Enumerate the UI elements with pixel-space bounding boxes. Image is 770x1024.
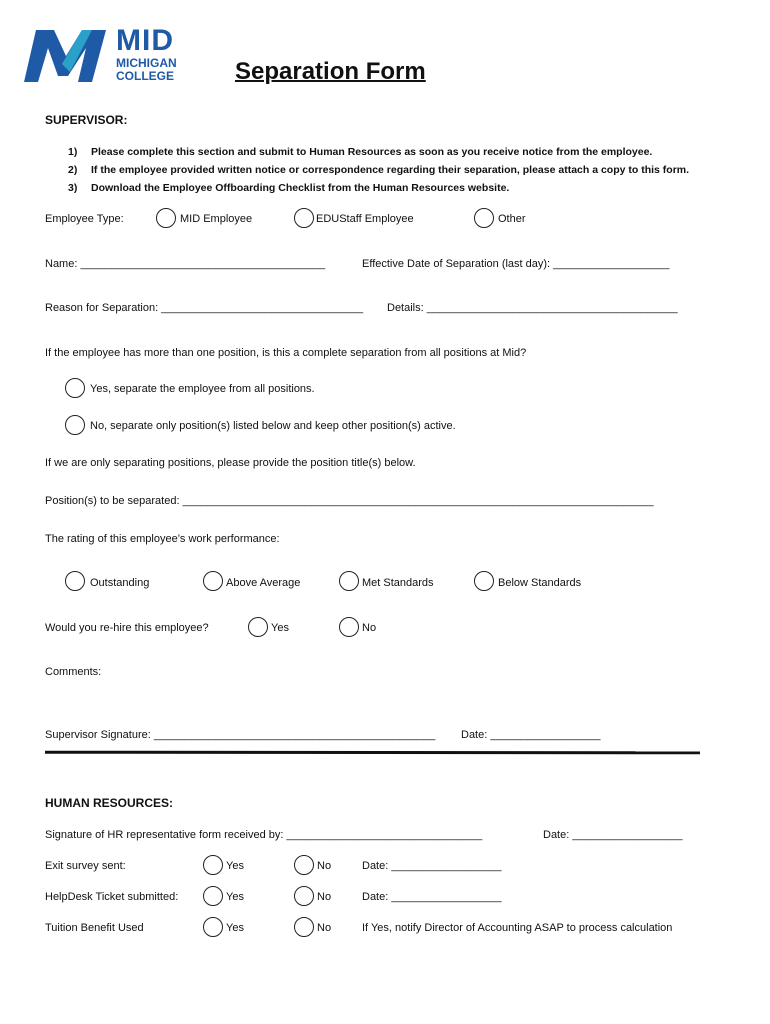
employee-type-other-label: Other [498,213,526,225]
helpdesk-no-radio[interactable] [294,886,314,906]
rating-met-standards-radio[interactable] [339,571,359,591]
employee-type-edustaff-radio[interactable] [294,208,314,228]
tuition-yes-label: Yes [226,922,244,934]
exit-survey-yes-label: Yes [226,860,244,872]
exit-survey-date-field[interactable]: Date: __________________ [362,860,502,872]
supervisor-heading: SUPERVISOR: [45,113,128,127]
instruction-num-1: 1) [68,146,78,158]
reason-field[interactable]: Reason for Separation: _________________________________ [45,302,364,314]
separate-some-radio[interactable] [65,415,85,435]
rating-below-standards-radio[interactable] [474,571,494,591]
tuition-no-label: No [317,922,332,934]
instruction-text-2: If the employee provided written notice or correspondence regarding their separation, please attach a copy to this form. [91,164,690,176]
rating-below-standards-label: Below Standards [498,577,582,589]
hr-date-field[interactable]: Date: __________________ [543,829,683,841]
exit-survey-no-radio[interactable] [294,855,314,875]
m-mark-icon [22,26,112,86]
helpdesk-yes-label: Yes [226,891,244,903]
employee-type-mid-label: MID Employee [180,213,253,225]
exit-survey-label: Exit survey sent: [45,860,126,872]
section-divider [45,751,700,755]
instruction-text-3: Download the Employee Offboarding Checklist from the Human Resources website. [91,182,510,194]
supervisor-signature-field[interactable]: Supervisor Signature: ______________________________________________ [45,729,436,741]
separate-all-label: Yes, separate the employee from all positions. [90,383,315,395]
rehire-no-radio[interactable] [339,617,359,637]
form-title: Separation Form [235,58,426,85]
logo-michigan-text: MICHIGAN [116,56,177,70]
rating-question: The rating of this employee’s work performance: [45,533,280,545]
helpdesk-yes-radio[interactable] [203,886,223,906]
comments-label: Comments: [45,666,102,678]
employee-type-mid-radio[interactable] [156,208,176,228]
effective-date-field[interactable]: Effective Date of Separation (last day): ___________________ [362,258,670,270]
rehire-no-label: No [362,622,377,634]
hr-heading: HUMAN RESOURCES: [45,796,174,810]
rehire-question: Would you re-hire this employee? [45,622,209,634]
employee-type-edustaff-label: EDUStaff Employee [316,213,414,225]
helpdesk-ticket-label: HelpDesk Ticket submitted: [45,891,179,903]
name-field[interactable]: Name: ________________________________________ [45,258,326,270]
supervisor-date-field[interactable]: Date: __________________ [461,729,601,741]
tuition-yes-radio[interactable] [203,917,223,937]
hr-signature-field[interactable]: Signature of HR representative form received by: ________________________________ [45,829,483,841]
instruction-num-3: 3) [68,182,78,194]
helpdesk-no-label: No [317,891,332,903]
multi-position-question: If the employee has more than one position, is this a complete separation from all positions at Mid? [45,347,527,359]
instruction-num-2: 2) [68,164,78,176]
helpdesk-date-field[interactable]: Date: __________________ [362,891,502,903]
exit-survey-yes-radio[interactable] [203,855,223,875]
tuition-benefit-label: Tuition Benefit Used [45,922,144,934]
positions-field[interactable]: Position(s) to be separated: _____________________________________________________________________________ [45,495,654,507]
instruction-text-1: Please complete this section and submit to Human Resources as soon as you receive notice from the employee. [91,146,653,158]
employee-type-other-radio[interactable] [474,208,494,228]
rating-above-average-radio[interactable] [203,571,223,591]
rating-met-standards-label: Met Standards [362,577,434,589]
tuition-no-radio[interactable] [294,917,314,937]
rehire-yes-label: Yes [271,622,289,634]
logo-college-text: COLLEGE [116,69,175,83]
positions-instruction: If we are only separating positions, please provide the position title(s) below. [45,457,416,469]
separate-some-label: No, separate only position(s) listed below and keep other position(s) active. [90,420,456,432]
exit-survey-no-label: No [317,860,332,872]
logo-mid-text: MID [116,24,174,57]
rating-outstanding-radio[interactable] [65,571,85,591]
rating-outstanding-label: Outstanding [90,577,150,589]
tuition-note: If Yes, notify Director of Accounting ASAP to process calculation [362,922,673,934]
mid-michigan-college-logo [22,24,198,84]
rehire-yes-radio[interactable] [248,617,268,637]
separate-all-radio[interactable] [65,378,85,398]
rating-above-average-label: Above Average [226,577,301,589]
details-field[interactable]: Details: _________________________________________ [387,302,678,314]
employee-type-label: Employee Type: [45,213,124,225]
